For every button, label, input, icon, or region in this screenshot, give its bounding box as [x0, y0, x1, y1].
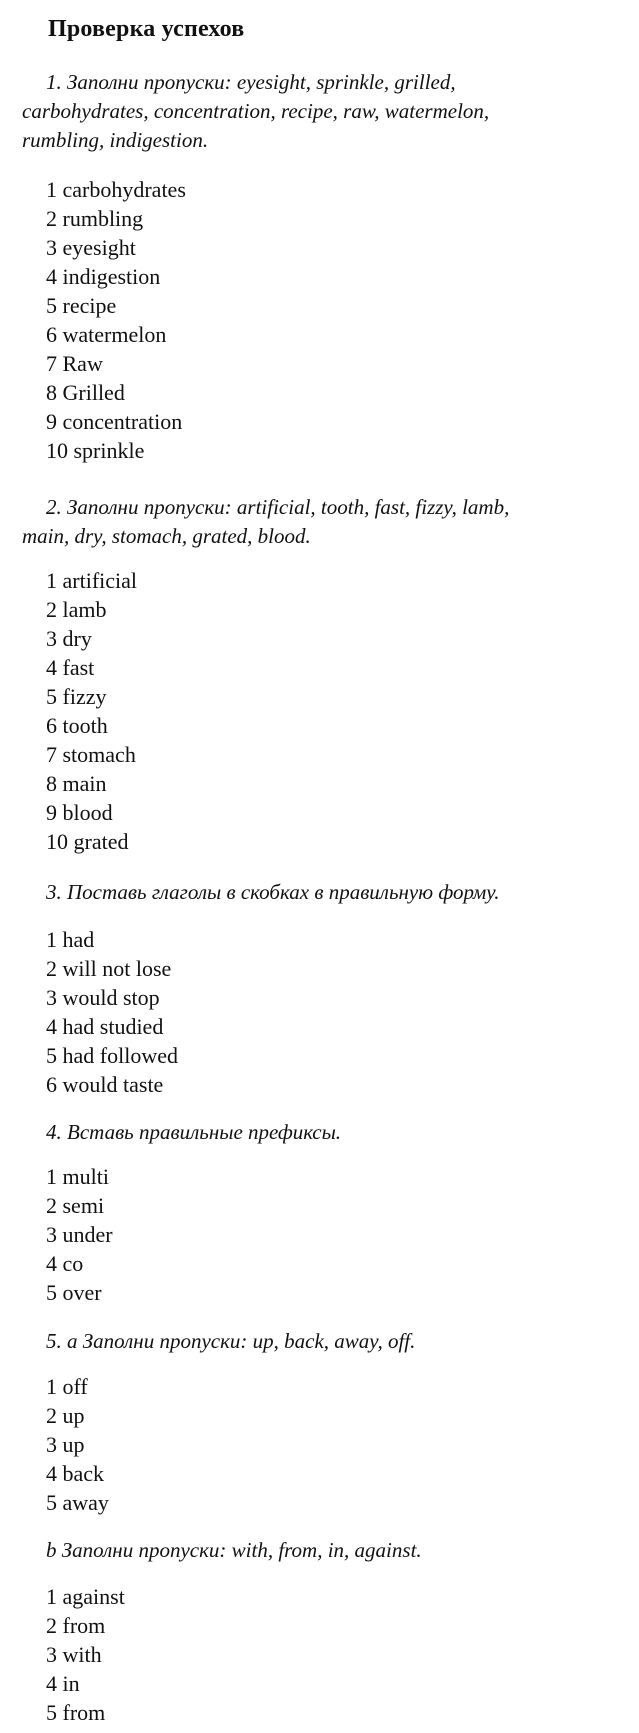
answer-item: 1 carbohydrates [46, 177, 186, 202]
answer-item: 7 stomach [46, 742, 136, 767]
answer-item: 2 up [46, 1403, 85, 1428]
task-5b-instruction: b Заполни пропуски: with, from, in, against. [46, 1538, 422, 1562]
task-4-instruction: 4. Вставь правильные префиксы. [46, 1120, 342, 1144]
answer-item: 2 lamb [46, 597, 107, 622]
task-5a-instruction: 5. a Заполни пропуски: up, back, away, off. [46, 1329, 416, 1353]
answer-item: 1 multi [46, 1164, 109, 1189]
answer-item: 4 co [46, 1251, 84, 1276]
task-1-instruction-line-2: carbohydrates, concentration, recipe, raw, watermelon, [22, 99, 490, 123]
answer-item: 2 will not lose [46, 956, 172, 981]
answer-item: 3 would stop [46, 985, 160, 1010]
answer-item: 5 away [46, 1490, 109, 1515]
answer-item: 1 artificial [46, 568, 138, 593]
task-2-instruction-line-1: 2. Заполни пропуски: artificial, tooth, fast, fizzy, lamb, [46, 495, 510, 519]
answer-item: 4 fast [46, 655, 95, 680]
answer-item: 2 from [46, 1613, 106, 1638]
answer-item: 4 back [46, 1461, 105, 1486]
answer-item: 5 over [46, 1280, 102, 1305]
answer-item: 6 tooth [46, 713, 108, 738]
answer-item: 3 with [46, 1642, 102, 1667]
answer-item: 3 dry [46, 626, 92, 651]
answer-item: 3 under [46, 1222, 113, 1247]
page-title: Проверка успехов [48, 16, 245, 42]
task-2-instruction-line-2: main, dry, stomach, grated, blood. [22, 524, 311, 548]
answer-item: 6 would taste [46, 1072, 164, 1097]
answer-item: 9 concentration [46, 409, 183, 434]
task-3-answer-list [46, 925, 178, 1099]
answer-item: 1 off [46, 1374, 88, 1399]
task-3-instruction: 3. Поставь глаголы в скобках в правильную форму. [46, 880, 500, 904]
answer-item: 10 grated [46, 829, 129, 854]
answer-item: 5 recipe [46, 293, 117, 318]
answer-item: 1 had [46, 927, 95, 952]
task-4-answer-list [46, 1162, 113, 1307]
answer-item: 6 watermelon [46, 322, 167, 347]
task-1-instruction-line-1: 1. Заполни пропуски: eyesight, sprinkle, grilled, [46, 70, 456, 94]
answer-item: 5 fizzy [46, 684, 107, 709]
answer-item: 4 in [46, 1671, 80, 1696]
answer-item: 5 had followed [46, 1043, 178, 1068]
task-2-answer-list [46, 566, 137, 856]
answer-item: 4 had studied [46, 1014, 164, 1039]
answer-item: 10 sprinkle [46, 438, 145, 463]
task-5b-answer-list [46, 1582, 125, 1727]
answer-item: 2 semi [46, 1193, 105, 1218]
answer-item: 8 main [46, 771, 107, 796]
answer-item: 2 rumbling [46, 206, 144, 231]
task-1-answer-list [46, 175, 186, 465]
answer-item: 3 eyesight [46, 235, 136, 260]
answer-item: 9 blood [46, 800, 113, 825]
answer-item: 5 from [46, 1700, 106, 1725]
answer-item: 3 up [46, 1432, 85, 1457]
task-5a-answer-list [46, 1372, 109, 1517]
answer-item: 7 Raw [46, 351, 103, 376]
task-1-instruction-line-3: rumbling, indigestion. [22, 128, 209, 152]
answer-item: 4 indigestion [46, 264, 161, 289]
answer-item: 1 against [46, 1584, 125, 1609]
answer-item: 8 Grilled [46, 380, 125, 405]
